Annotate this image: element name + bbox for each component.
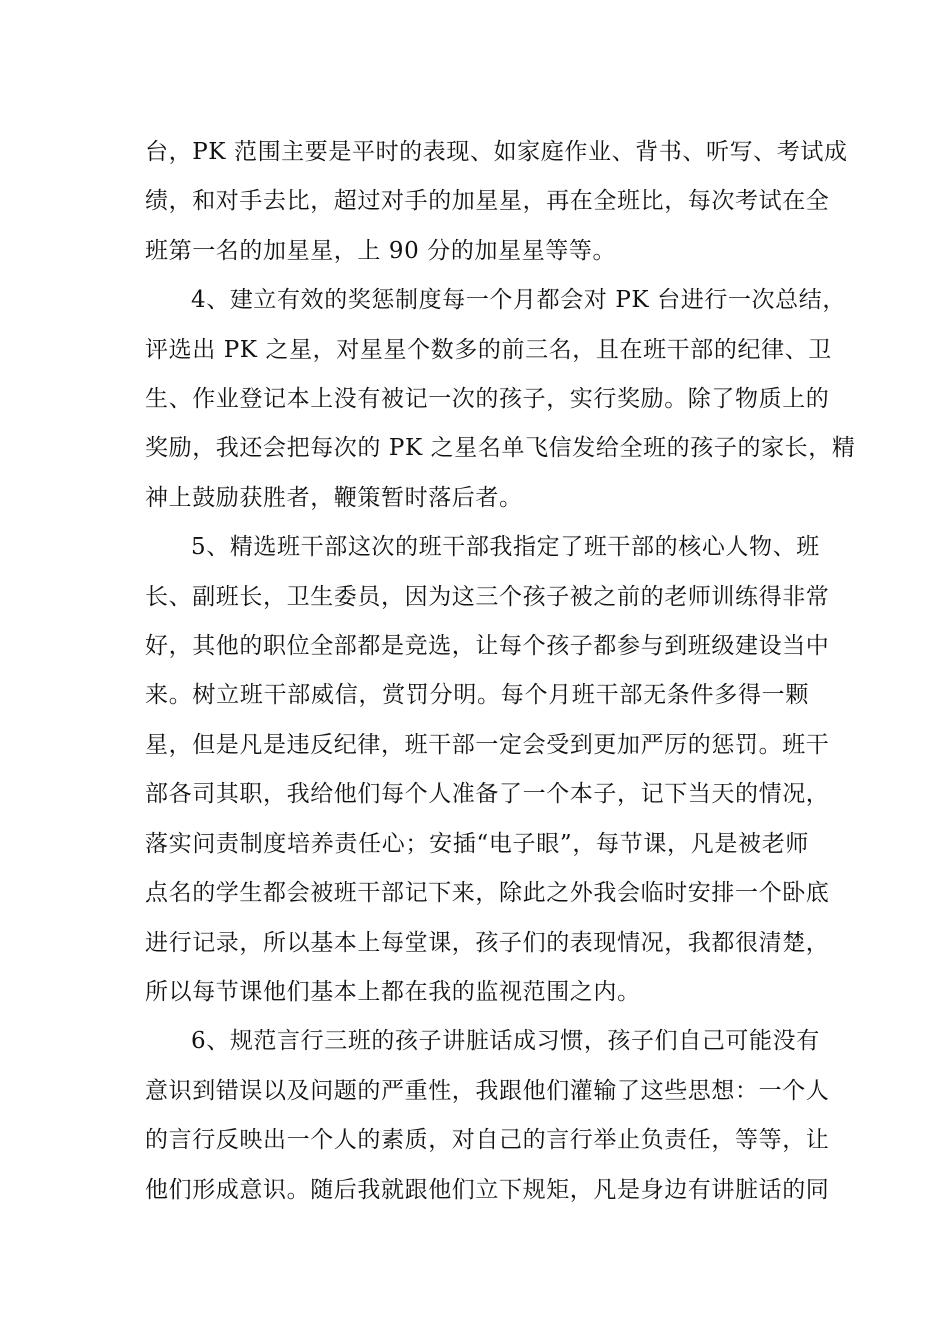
text-line: 生、作业登记本上没有被记一次的孩子，实行奖励。除了物质上的 — [145, 386, 830, 413]
text-line: 6、规范言行三班的孩子讲脏话成习惯，孩子们自己可能没有 — [191, 1028, 820, 1055]
text-line: 台，PK 范围主要是平时的表现、如家庭作业、背书、听写、考试成 — [145, 139, 848, 165]
text-line: 的言行反映出一个人的素质，对自己的言行举止负责任，等等，让 — [145, 1127, 830, 1154]
text-line: 意识到错误以及问题的严重性，我跟他们灌输了这些思想：一个人 — [145, 1077, 830, 1104]
paragraph-reward-system — [145, 276, 856, 523]
text-line: 评选出 PK 之星，对星星个数多的前三名，且在班干部的纪律、卫 — [145, 336, 832, 363]
text-line: 来。树立班干部威信，赏罚分明。每个月班干部无条件多得一颗 — [145, 682, 809, 709]
text-line: 进行记录，所以基本上每堂课，孩子们的表现情况，我都很清楚， — [145, 929, 830, 956]
text-line: 部各司其职，我给他们每个人准备了一个本子，记下当天的情况， — [145, 781, 830, 808]
text-line: 他们形成意识。随后我就跟他们立下规矩，凡是身边有讲脏话的同 — [145, 1176, 830, 1203]
text-line: 长、副班长，卫生委员，因为这三个孩子被之前的老师训练得非常 — [145, 583, 830, 610]
body-text — [145, 128, 856, 1215]
text-line: 奖励，我还会把每次的 PK 之星名单飞信发给全班的孩子的家长，精 — [145, 435, 856, 462]
paragraph-pk-scope — [145, 128, 848, 276]
text-line: 班第一名的加星星，上 90 分的加星星等等。 — [145, 237, 617, 264]
text-line: 绩，和对手去比，超过对手的加星星，再在全班比，每次考试在全 — [145, 188, 830, 215]
text-line: 4、建立有效的奖惩制度每一个月都会对 PK 台进行一次总结， — [191, 287, 846, 314]
paragraph-behavior-norms — [145, 1017, 830, 1215]
text-line: 5、精选班干部这次的班干部我指定了班干部的核心人物、班 — [191, 534, 820, 561]
text-line: 好，其他的职位全部都是竞选，让每个孩子都参与到班级建设当中 — [145, 633, 830, 660]
paragraph-class-leaders — [145, 523, 830, 1017]
text-line: 所以每节课他们基本上都在我的监视范围之内。 — [145, 978, 641, 1005]
text-line: 落实问责制度培养责任心；安插“电子眼”，每节课，凡是被老师 — [145, 830, 809, 857]
text-line: 星，但是凡是违反纪律，班干部一定会受到更加严厉的惩罚。班干 — [145, 731, 830, 758]
text-line: 神上鼓励获胜者，鞭策暂时落后者。 — [145, 484, 523, 511]
text-line: 点名的学生都会被班干部记下来，除此之外我会临时安排一个卧底 — [145, 880, 830, 907]
